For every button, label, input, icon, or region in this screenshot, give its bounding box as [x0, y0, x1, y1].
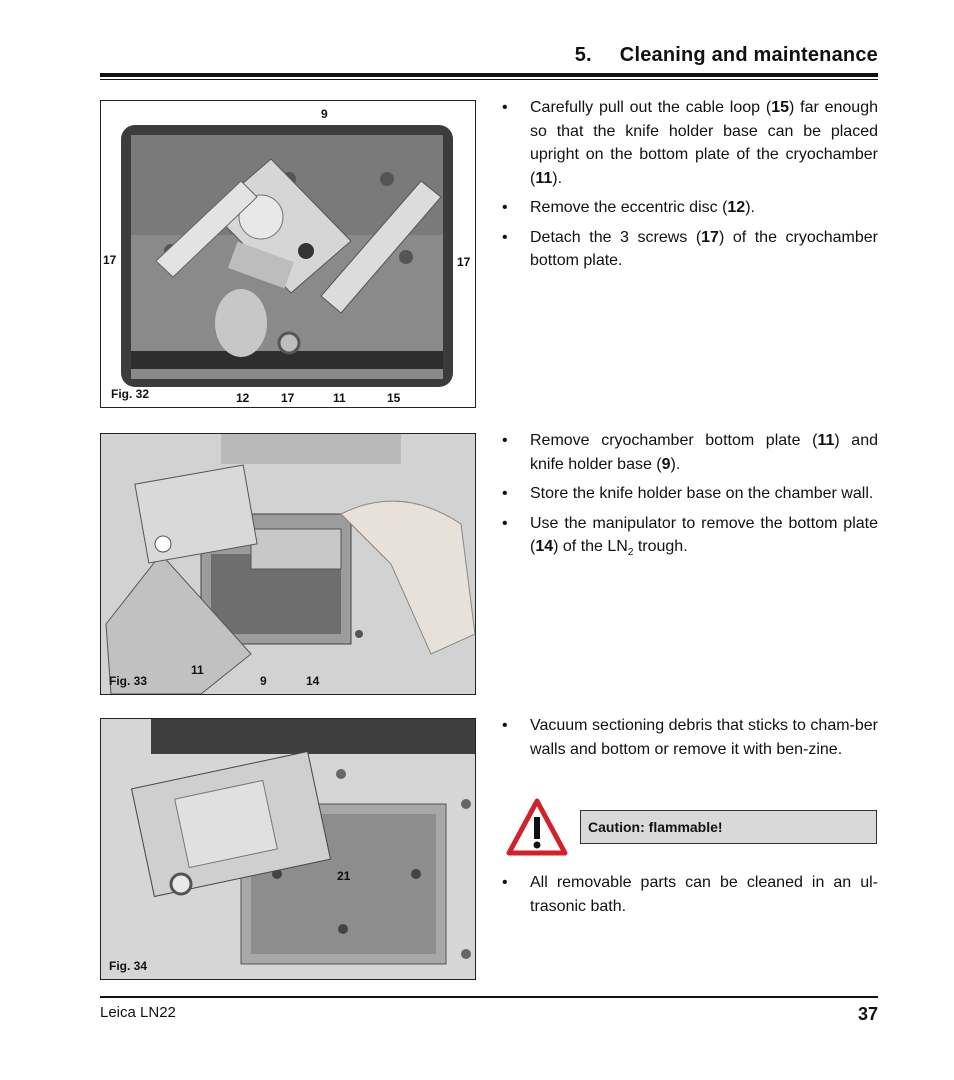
- caution-box: Caution: flammable!: [580, 810, 877, 844]
- callout-label: 14: [306, 674, 320, 688]
- figure-32-photo: [101, 101, 475, 407]
- callout-label: 9: [321, 107, 328, 121]
- footer-product: Leica LN22: [100, 1004, 176, 1021]
- callout-label: 15: [387, 391, 401, 405]
- figure-label: Fig. 33: [109, 674, 148, 688]
- section-number: 5.: [574, 44, 592, 66]
- bullet-item: • Use the manipulator to remove the bottom plate (14) of the $LN_2$ trough.: [502, 512, 878, 565]
- bullet-item: • Carefully pull out the cable loop (15) far enough so that the knife holder base can be placed upright on the bottom plate of the cryochamber (11).: [502, 96, 878, 190]
- header-rule-thin: [100, 79, 878, 80]
- bullet-dot: •: [502, 228, 508, 246]
- callout-label: 21: [337, 869, 351, 883]
- bullet-dot: •: [502, 874, 508, 891]
- callout-label: 9: [260, 674, 267, 688]
- instructions-fig34: [502, 714, 878, 767]
- bullet-dot: •: [502, 99, 508, 116]
- bullet-item: • Detach the 3 screws (17) of the cryochamber bottom plate.: [502, 226, 878, 273]
- section-title: Cleaning and maintenance: [619, 44, 878, 66]
- instructions-fig33: [502, 429, 878, 571]
- callout-label: 17: [281, 391, 295, 405]
- bullet-dot: •: [502, 514, 508, 532]
- instructions-fig34-cont: [502, 871, 878, 924]
- bullet-item: • Store the knife holder base on the chamber wall.: [502, 482, 878, 506]
- callout-label: 12: [236, 391, 250, 405]
- bullet-dot: •: [502, 432, 508, 449]
- figure-34-photo: [101, 719, 475, 979]
- warning-icon: [505, 797, 569, 857]
- header-rule-thick: [100, 73, 878, 77]
- callout-label: 11: [333, 391, 346, 405]
- callout-label: 17: [457, 255, 471, 269]
- section-heading: [575, 44, 878, 67]
- figure-33: [100, 433, 476, 695]
- figure-label: Fig. 32: [111, 387, 150, 401]
- instructions-fig32: [502, 96, 878, 279]
- bullet-item: • All removable parts can be cleaned in an ul-trasonic bath.: [502, 871, 878, 918]
- page-number: 37: [857, 1004, 878, 1024]
- bullet-dot: •: [502, 717, 508, 734]
- bullet-dot: •: [502, 485, 508, 502]
- bullet-item: • Remove the eccentric disc (12).: [502, 196, 878, 220]
- bullet-dot: •: [502, 199, 508, 216]
- callout-label: 11: [191, 663, 204, 677]
- figure-34: [100, 718, 476, 980]
- footer-rule: [100, 996, 878, 998]
- figure-33-photo: [101, 434, 475, 694]
- figure-32: [100, 100, 476, 408]
- bullet-item: • Remove cryochamber bottom plate (11) and knife holder base (9).: [502, 429, 878, 476]
- figure-label: Fig. 34: [109, 959, 148, 973]
- callout-label: 17: [103, 253, 117, 267]
- bullet-item: • Vacuum sectioning debris that sticks to cham-ber walls and bottom or remove it with ben-zine.: [502, 714, 878, 761]
